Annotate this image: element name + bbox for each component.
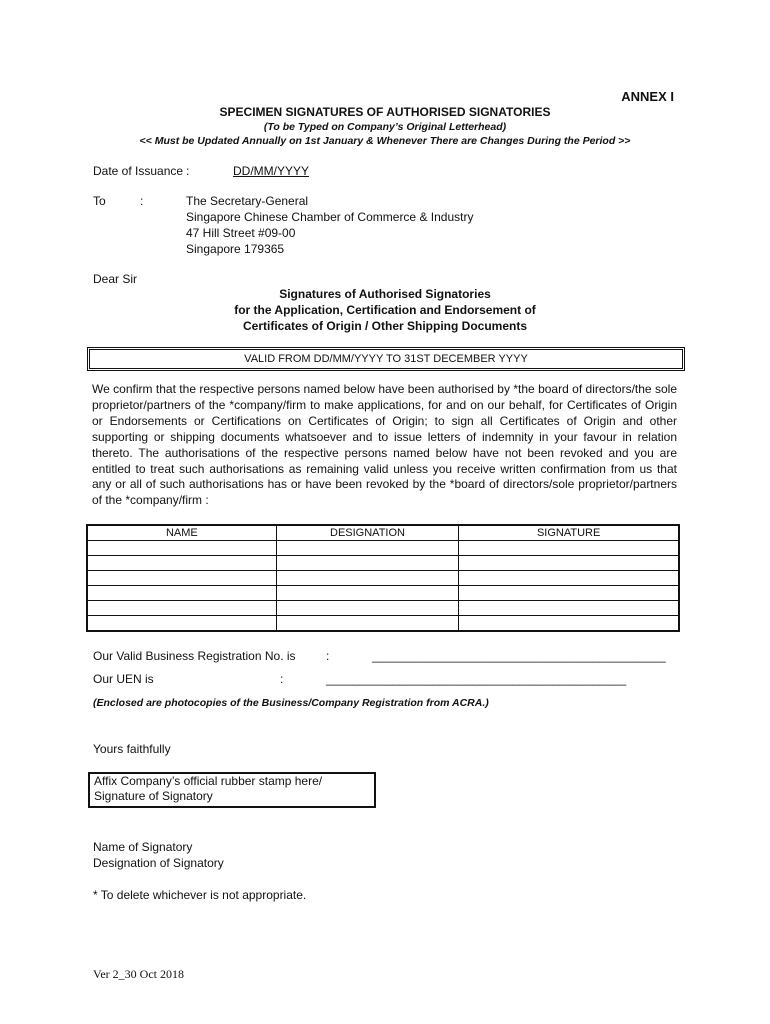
- name-cell[interactable]: [87, 556, 276, 571]
- designation-cell[interactable]: [276, 601, 458, 616]
- signature-cell[interactable]: [459, 616, 679, 632]
- subject-line: for the Application, Certification and Endorsement of: [234, 303, 536, 317]
- signature-instruction: Signature of Signatory: [94, 789, 213, 803]
- designation-cell[interactable]: [276, 541, 458, 556]
- table-row: [87, 586, 679, 601]
- signature-cell[interactable]: [459, 601, 679, 616]
- to-colon: :: [140, 194, 144, 208]
- table-row: [87, 601, 679, 616]
- uen-input-line[interactable]: _____________________________________________: [326, 672, 627, 686]
- validity-box: VALID FROM DD/MM/YYYY TO 31ST DECEMBER YYYY: [87, 347, 685, 371]
- name-cell[interactable]: [87, 601, 276, 616]
- closing: Yours faithfully: [93, 742, 171, 756]
- table-row: [87, 571, 679, 586]
- signature-cell[interactable]: [459, 556, 679, 571]
- designation-cell[interactable]: [276, 616, 458, 632]
- footnote: * To delete whichever is not appropriate.: [93, 888, 307, 902]
- signatories-table: [86, 524, 680, 632]
- name-cell[interactable]: [87, 586, 276, 601]
- designation-cell[interactable]: [276, 556, 458, 571]
- name-cell[interactable]: [87, 616, 276, 632]
- stamp-signature-box[interactable]: [88, 772, 376, 808]
- recipient-line: The Secretary-General: [186, 194, 309, 208]
- recipient-line: 47 Hill Street #09-00: [186, 226, 296, 240]
- recipient-line: Singapore Chinese Chamber of Commerce & Industry: [186, 210, 474, 224]
- table-row: [87, 616, 679, 632]
- name-column-header: NAME: [87, 525, 276, 541]
- subject-line: Signatures of Authorised Signatories: [279, 287, 491, 301]
- signature-cell[interactable]: [459, 586, 679, 601]
- stamp-instruction: Affix Company’s official rubber stamp here/: [94, 774, 323, 788]
- document-title: SPECIMEN SIGNATURES OF AUTHORISED SIGNATORIES: [219, 105, 551, 119]
- brn-colon: :: [326, 649, 330, 663]
- signatory-name-label: Name of Signatory: [93, 840, 193, 854]
- authorisation-paragraph: We confirm that the respective persons named below have been authorised by *the board of directors/the sole proprietor/partners of the *company/firm to make applications, for and on our behalf, for Certificates of Origin or Endorsements or Certifications on Certificates of Origin; to sign all Certificates of Origin and other supporting or shipping documents whatsoever and to issue letters of indemnity in your favour in relation thereto. The authorisations of the respective persons named below have not been revoked and you are entitled to treat such authorisations as remaining valid unless you receive written confirmation from us that any or all of such authorisations has or have been revoked by the *board of directors/sole proprietor/partners of the *company/firm :: [92, 382, 677, 508]
- brn-input-line[interactable]: ____________________________________________: [372, 649, 666, 663]
- version-label: Ver 2_30 Oct 2018: [93, 967, 184, 981]
- designation-cell[interactable]: [276, 586, 458, 601]
- table-row: [87, 541, 679, 556]
- name-cell[interactable]: [87, 541, 276, 556]
- acra-note: (Enclosed are photocopies of the Business/Company Registration from ACRA.): [93, 697, 489, 709]
- uen-colon: :: [280, 672, 284, 686]
- designation-column-header: DESIGNATION: [276, 525, 458, 541]
- signature-column-header: SIGNATURE: [459, 525, 679, 541]
- signature-cell[interactable]: [459, 571, 679, 586]
- issuance-colon: :: [186, 164, 190, 178]
- letterhead-instruction: (To be Typed on Company’s Original Letterhead): [263, 121, 507, 133]
- signature-cell[interactable]: [459, 541, 679, 556]
- update-instruction: << Must be Updated Annually on 1st January & Whenever There are Changes During the Period >>: [139, 135, 631, 147]
- to-label: To: [93, 194, 106, 208]
- name-cell[interactable]: [87, 571, 276, 586]
- subject-line: Certificates of Origin / Other Shipping Documents: [242, 319, 528, 333]
- brn-label: Our Valid Business Registration No. is: [93, 649, 296, 663]
- salutation: Dear Sir: [93, 272, 138, 286]
- recipient-line: Singapore 179365: [186, 242, 285, 256]
- signatory-designation-label: Designation of Signatory: [93, 856, 224, 870]
- designation-cell[interactable]: [276, 571, 458, 586]
- annex-label: ANNEX I: [621, 89, 674, 104]
- issuance-date: DD/MM/YYYY: [233, 164, 310, 178]
- issuance-label: Date of Issuance: [93, 164, 184, 178]
- uen-label: Our UEN is: [93, 672, 154, 686]
- table-row: [87, 556, 679, 571]
